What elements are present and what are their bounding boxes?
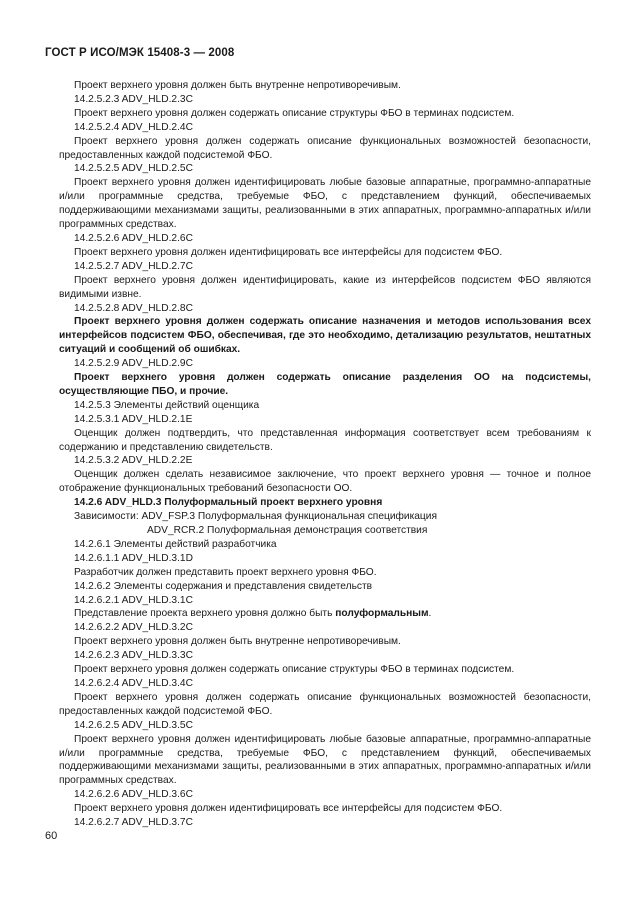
paragraph: Проект верхнего уровня должен содержать описание функциональных возможностей безопасности, предоставленных каждой подсистемой ФБО. [59,691,591,717]
paragraph: Проект верхнего уровня должен содержать описание структуры ФБО в терминах подсистем. [74,664,515,676]
clause-number: 14.2.5.3.1 ADV_HLD.2.1E [74,413,193,425]
dependencies-line: Зависимости: ADV_FSP.3 Полуформальная функциональная спецификация [74,511,437,523]
paragraph: Проект верхнего уровня должен идентифицировать любые базовые аппаратные, программно-аппаратные и/или программные средства, требуемые ФБО, с представлением функций, обеспечиваемых поддерживающими механизмами защиты, реализованными в этих аппаратных, программно-аппаратных и/или программных средствах. [59,177,591,231]
clause-number: 14.2.6.2.3 ADV_HLD.3.3C [74,650,193,662]
section-title: 14.2.6 ADV_HLD.3 Полуформальный проект верхнего уровня [74,497,383,509]
clause-number: 14.2.6.2.7 ADV_HLD.3.7C [74,817,193,829]
clause-number: 14.2.5.3.2 ADV_HLD.2.2E [74,455,193,467]
paragraph: Проект верхнего уровня должен быть внутренне непротиворечивым. [74,80,401,91]
dependencies-line-2: ADV_RCR.2 Полуформальная демонстрация соответствия [147,525,428,536]
clause-number: 14.2.5.2.8 ADV_HLD.2.8C [74,302,193,314]
text-segment-bold: полуформальным [335,608,429,620]
paragraph: Проект верхнего уровня должен содержать описание функциональных возможностей безопасности, предоставленных каждой подсистемой ФБО. [59,135,591,161]
clause-number: 14.2.6.2.5 ADV_HLD.3.5C [74,719,193,731]
clause-number: 14.2.6.2.4 ADV_HLD.3.4C [74,677,193,689]
clause-number: 14.2.5.2.3 ADV_HLD.2.3C [74,93,193,105]
paragraph: Оценщик должен подтвердить, что представленная информация соответствует всем требованиям к содержанию и представлению свидетельств. [59,427,591,453]
page-header: ГОСТ Р ИСО/МЭК 15408-3 — 2008 [45,47,235,59]
clause-number: 14.2.5.2.4 ADV_HLD.2.4C [74,121,193,133]
clause-number: 14.2.6.2.1 ADV_HLD.3.1C [74,594,193,606]
section-heading: 14.2.6.2 Элементы содержания и представления свидетельств [74,580,373,592]
clause-number: 14.2.6.2.6 ADV_HLD.3.6C [74,789,193,801]
clause-number: 14.2.6.2.2 ADV_HLD.3.2C [74,622,193,634]
clause-number: 14.2.5.2.9 ADV_HLD.2.9C [74,358,193,370]
clause-number: 14.2.5.2.5 ADV_HLD.2.5C [74,163,193,175]
text-segment: . [428,608,432,620]
paragraph [59,607,591,621]
paragraph: Проект верхнего уровня должен идентифицировать все интерфейсы для подсистем ФБО. [74,803,503,815]
section-heading: 14.2.5.3 Элементы действий оценщика [74,399,260,411]
paragraph: Проект верхнего уровня должен быть внутренне непротиворечивым. [74,636,401,648]
paragraph: Оценщик должен сделать независимое заключение, что проект верхнего уровня — точное и полное отображение функциональных требований безопасности ОО. [59,469,591,495]
paragraph: Проект верхнего уровня должен идентифицировать, какие из интерфейсов подсистем ФБО являются видимыми извне. [59,274,591,300]
paragraph: Проект верхнего уровня должен содержать описание структуры ФБО в терминах подсистем. [74,107,515,119]
paragraph-bold: Проект верхнего уровня должен содержать описание назначения и методов использования всех интерфейсов подсистем ФБО, обеспечивая, где это необходимо, детализацию результатов, нештатных ситуаций и сообщений об ошибках. [59,316,591,356]
paragraph: Проект верхнего уровня должен идентифицировать все интерфейсы для подсистем ФБО. [74,246,503,258]
paragraph: Разработчик должен представить проект верхнего уровня ФБО. [74,566,377,578]
page-number: 60 [45,830,58,842]
section-heading: 14.2.6.1 Элементы действий разработчика [74,538,277,550]
paragraph: Проект верхнего уровня должен идентифицировать любые базовые аппаратные, программно-аппаратные и/или программные средства, требуемые ФБО, с представлением функций, обеспечиваемых поддерживающими механизмами защиты, реализованными в этих аппаратных, программно-аппаратных и/или программных средствах. [59,733,591,787]
text-segment: Представление проекта верхнего уровня должно быть [74,608,336,620]
document-body [59,79,591,830]
paragraph-bold: Проект верхнего уровня должен содержать описание разделения ОО на подсистемы, осуществляющие ПБО, и прочие. [59,372,591,397]
clause-number: 14.2.5.2.7 ADV_HLD.2.7C [74,260,193,272]
clause-number: 14.2.5.2.6 ADV_HLD.2.6C [74,232,193,244]
clause-number: 14.2.6.1.1 ADV_HLD.3.1D [74,552,193,564]
